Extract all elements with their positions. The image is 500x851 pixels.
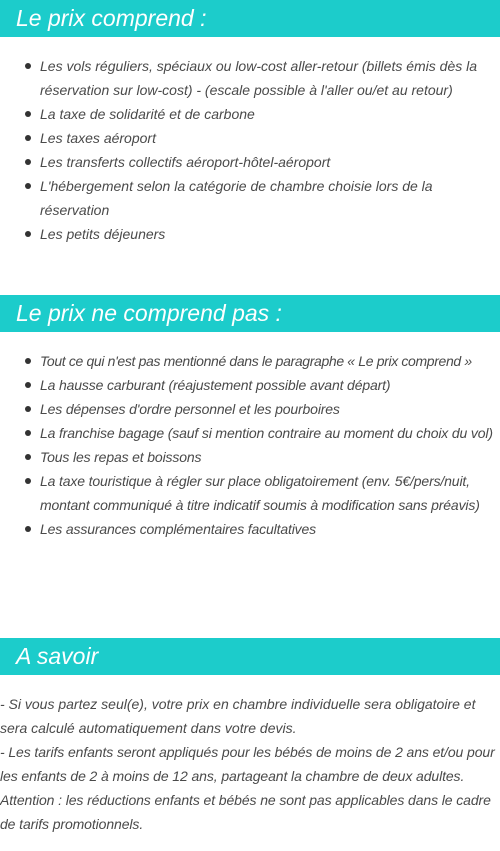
bullet-icon — [25, 406, 31, 412]
bullet-icon — [25, 183, 31, 189]
info-paragraph: Attention : les réductions enfants et bébés ne sont pas applicables dans le cadre de tarifs promotionnels. — [0, 792, 491, 832]
list-item — [0, 349, 500, 373]
list-item-text: Les dépenses d'ordre personnel et les pourboires — [40, 401, 340, 417]
bullet-icon — [25, 526, 31, 532]
list-item-text: L'hébergement selon la catégorie de chambre choisie lors de la réservation — [40, 178, 433, 218]
list-item — [0, 222, 500, 246]
bullet-icon — [25, 358, 31, 364]
list-item — [0, 174, 500, 222]
included-list — [0, 54, 500, 246]
not-included-header: Le prix ne comprend pas : — [0, 295, 500, 332]
list-item-text: Les assurances complémentaires facultatives — [40, 521, 317, 537]
list-item — [0, 469, 500, 517]
good-to-know-section — [0, 638, 500, 836]
list-item — [0, 373, 500, 397]
list-item-text: Les taxes aéroport — [40, 130, 156, 146]
not-included-list — [0, 349, 500, 541]
not-included-section — [0, 295, 500, 541]
bullet-icon — [25, 430, 31, 436]
bullet-icon — [25, 231, 31, 237]
bullet-icon — [25, 135, 31, 141]
good-to-know-header: A savoir — [0, 638, 500, 675]
good-to-know-body — [0, 692, 500, 836]
list-item — [0, 517, 500, 541]
list-item-text: Les vols réguliers, spéciaux ou low-cost aller-retour (billets émis dès la réservation sur low-cost) - (escale possible à l'aller ou/et au retour) — [40, 58, 478, 98]
list-item — [0, 397, 500, 421]
included-header: Le prix comprend : — [0, 0, 500, 37]
list-item-text: La franchise bagage (sauf si mention contraire au moment du choix du vol) — [40, 425, 493, 441]
list-item-text: La taxe de solidarité et de carbone — [40, 106, 255, 122]
list-item-text: Les petits déjeuners — [40, 226, 166, 242]
bullet-icon — [25, 454, 31, 460]
list-item-text: Tous les repas et boissons — [40, 449, 202, 465]
list-item-text: Les transferts collectifs aéroport-hôtel-aéroport — [40, 154, 331, 170]
included-section — [0, 0, 500, 246]
bullet-icon — [25, 111, 31, 117]
list-item — [0, 150, 500, 174]
bullet-icon — [25, 159, 31, 165]
list-item — [0, 126, 500, 150]
list-item-text: La taxe touristique à régler sur place obligatoirement (env. 5€/pers/nuit, montant communiqué à titre indicatif soumis à modification sans préavis) — [40, 473, 480, 513]
list-item — [0, 421, 500, 445]
list-item — [0, 54, 500, 102]
info-paragraph: - Si vous partez seul(e), votre prix en chambre individuelle sera obligatoire et sera calculé automatiquement dans votre devis. — [0, 696, 476, 736]
list-item — [0, 102, 500, 126]
list-item — [0, 445, 500, 469]
bullet-icon — [25, 478, 31, 484]
bullet-icon — [25, 63, 31, 69]
list-item-text: La hausse carburant (réajustement possible avant départ) — [40, 377, 391, 393]
list-item-text: Tout ce qui n'est pas mentionné dans le paragraphe « Le prix comprend » — [40, 353, 472, 369]
info-paragraph: - Les tarifs enfants seront appliqués pour les bébés de moins de 2 ans et/ou pour les enfants de 2 à moins de 12 ans, partageant la chambre de deux adultes. — [0, 744, 495, 784]
bullet-icon — [25, 382, 31, 388]
